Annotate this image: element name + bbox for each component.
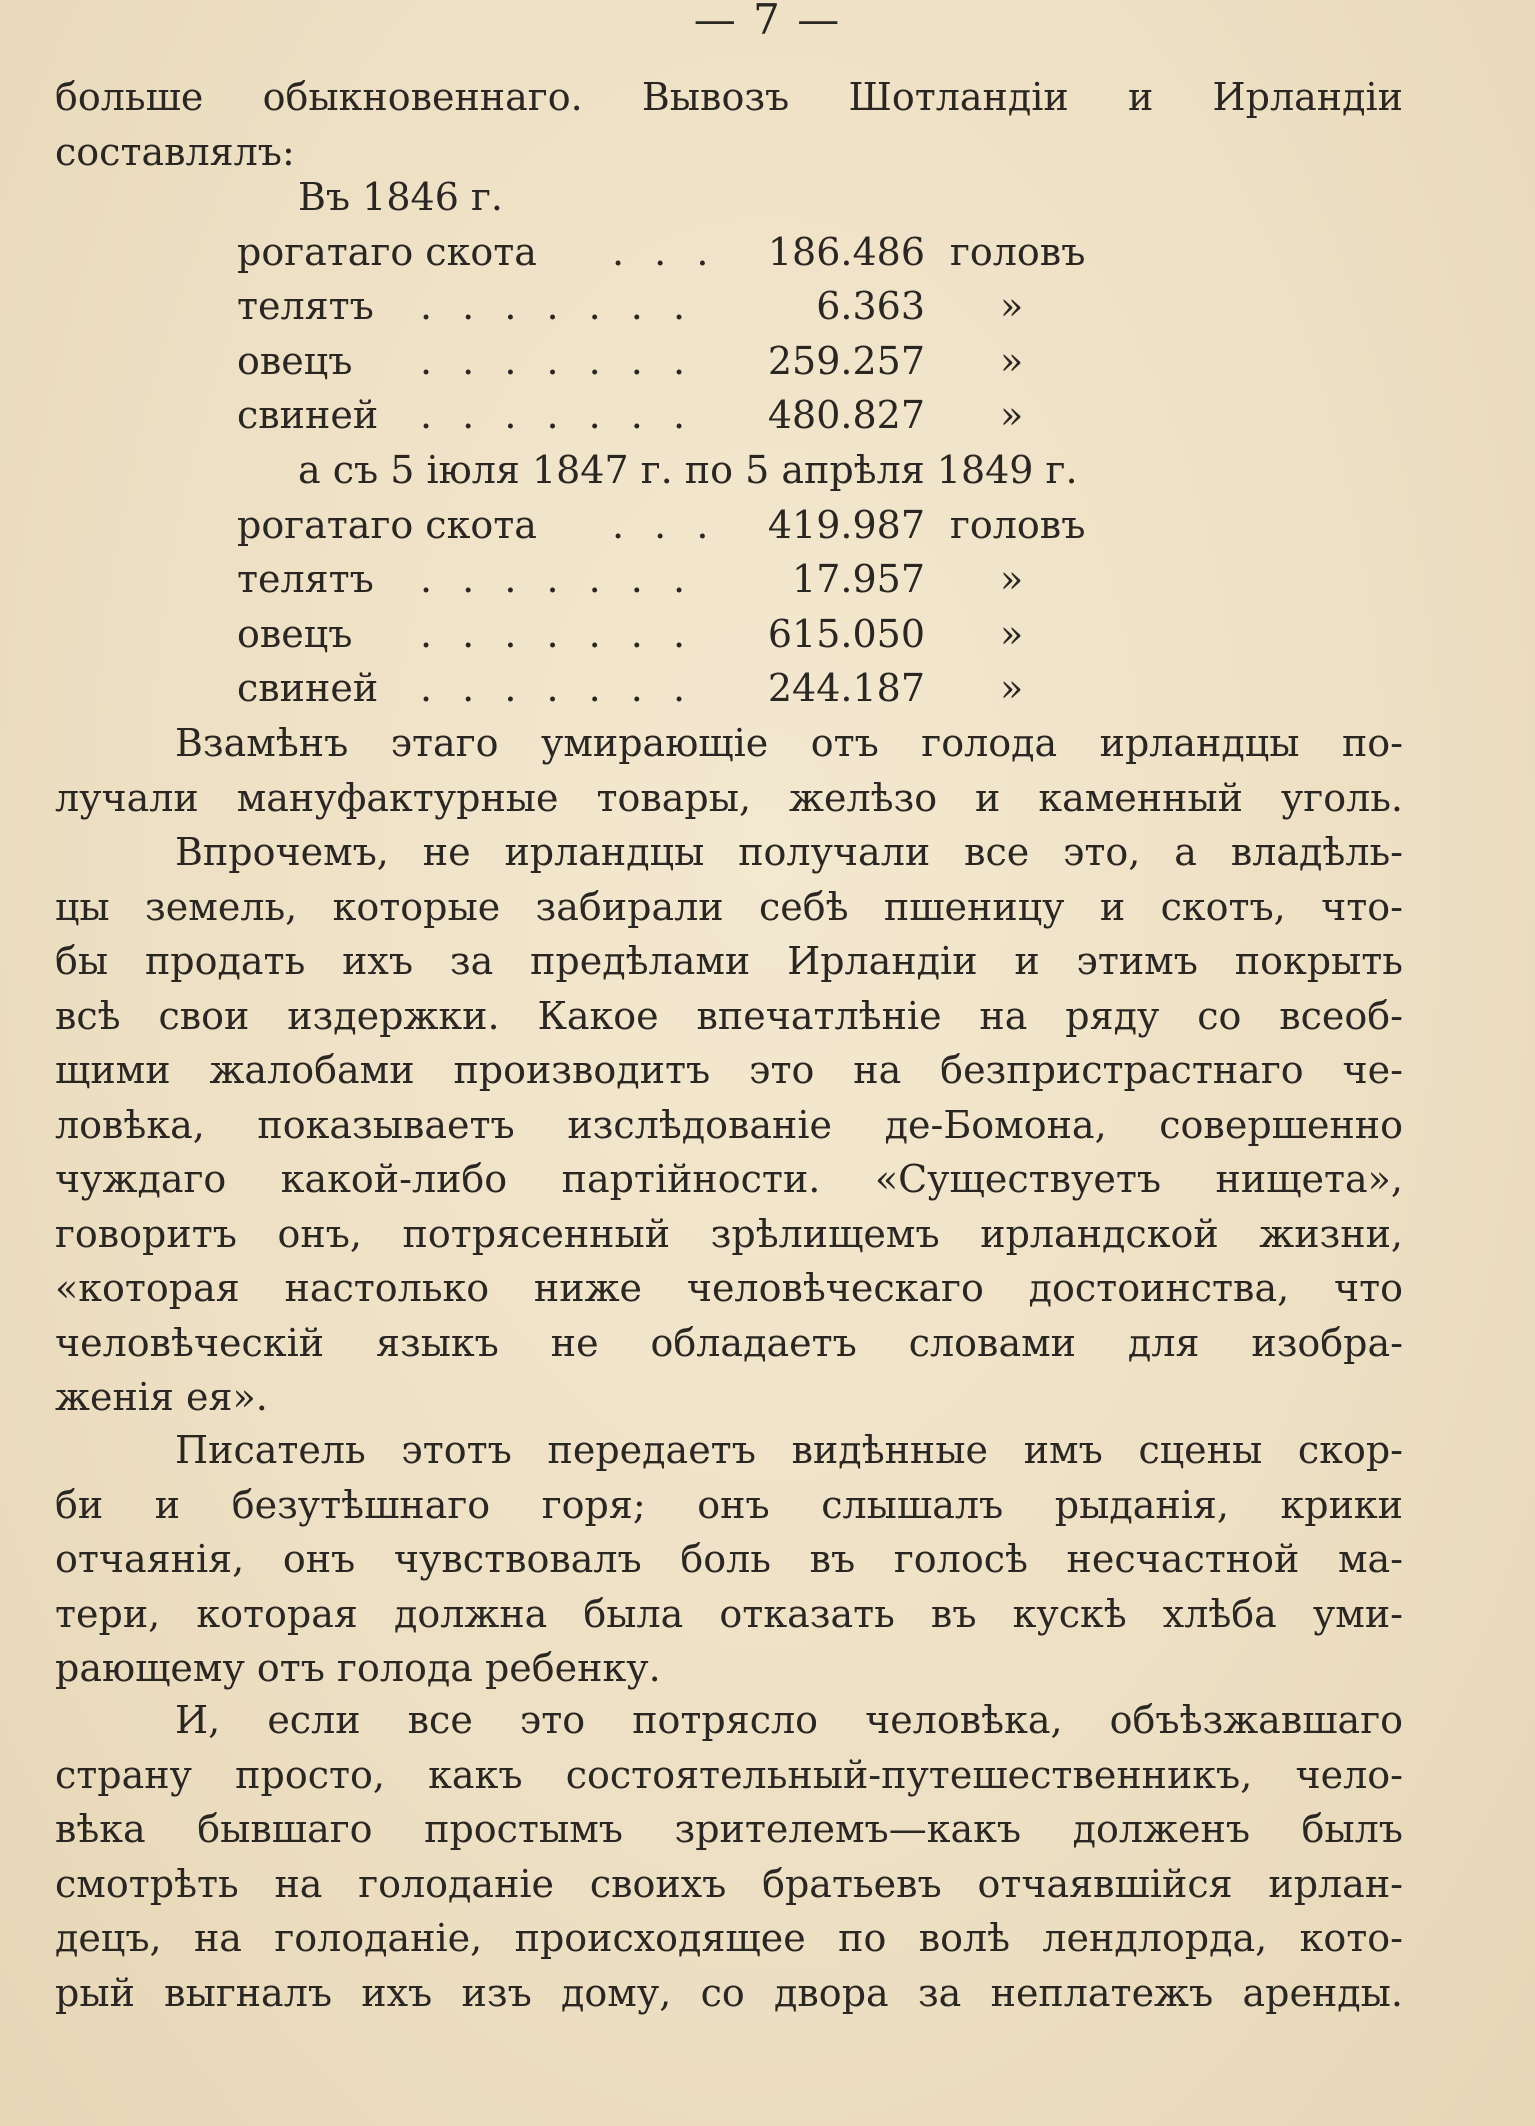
table-item: телятъ	[237, 284, 374, 328]
table-dots: . . . . . . .	[420, 557, 695, 601]
text-line: Впрочемъ, не ирландцы получали все это, а владѣль-	[175, 830, 1403, 874]
intro-text	[55, 70, 1403, 179]
table-heading: а съ 5 iюля 1847 г. по 5 апрѣля 1849 г.	[298, 448, 1078, 492]
table-value: 259.257	[767, 338, 925, 383]
text-line: И, если все это потрясло человѣка, объѣзжавшаго	[175, 1698, 1403, 1742]
export-table-1846	[0, 170, 1535, 443]
text-line: отчаянiя, онъ чувствовалъ боль въ голосѣ несчастной ма-	[55, 1537, 1403, 1581]
text-line: говоритъ онъ, потрясенный зрѣлищемъ ирландской жизни,	[55, 1211, 1403, 1256]
table-item: овецъ	[237, 611, 353, 656]
text-line: страну просто, какъ состоятельный-путешественникъ, чело-	[55, 1752, 1403, 1797]
table-item: рогатаго скота	[237, 229, 537, 274]
table-value: 419.987	[767, 502, 925, 547]
paragraph	[55, 716, 1403, 825]
text-line: человѣческiй языкъ не обладаетъ словами для изобра-	[55, 1320, 1403, 1365]
text-line: щими жалобами производитъ это на безпристрастнаго че-	[55, 1048, 1403, 1092]
table-heading-row	[0, 170, 1535, 225]
text-line: бы продать ихъ за предѣлами Ирландiи и этимъ покрыть	[55, 939, 1403, 983]
table-dots: . . . . . . .	[420, 338, 695, 383]
table-unit: »	[1000, 393, 1024, 437]
table-item: рогатаго скота	[237, 502, 537, 547]
table-dots: . . . . . . .	[420, 611, 695, 656]
table-unit: головъ	[950, 502, 1086, 547]
text-line: децъ, на голоданiе, происходящее по волѣ лендлорда, кото-	[55, 1916, 1403, 1960]
text-line: цы земель, которые забирали себѣ пшеницу и скотъ, что-	[55, 884, 1403, 929]
table-row	[0, 388, 1535, 443]
table-item: телятъ	[237, 557, 374, 601]
text-line: рающему отъ голода ребенку.	[55, 1646, 661, 1690]
text-line: «которая настолько ниже человѣческаго достоинства, что	[55, 1266, 1403, 1310]
table-value: 244.187	[767, 666, 925, 710]
text-line: тери, которая должна была отказать въ кускѣ хлѣба уми-	[55, 1591, 1403, 1636]
table-row	[0, 334, 1535, 389]
table-unit: »	[1000, 338, 1024, 383]
table-row	[0, 607, 1535, 662]
table-row	[0, 279, 1535, 334]
text-line: рый выгналъ ихъ изъ дому, со двора за неплатежъ аренды.	[55, 1970, 1403, 2015]
text-line: больше обыкновеннаго. Вывозъ Шотландiи и Ирландiи	[55, 75, 1403, 119]
table-row	[0, 661, 1535, 716]
text-line: би и безутѣшнаго горя; онъ слышалъ рыданiя, крики	[55, 1482, 1403, 1527]
text-line: смотрѣть на голоданiе своихъ братьевъ отчаявшiйся ирлан-	[55, 1861, 1403, 1906]
table-unit: »	[1000, 666, 1024, 710]
table-item: свиней	[237, 666, 379, 710]
table-value: 6.363	[816, 284, 925, 328]
text-line: ловѣка, показываетъ изслѣдованiе де-Бомона, совершенно	[55, 1102, 1403, 1147]
table-value: 186.486	[767, 229, 925, 274]
table-dots: . . .	[612, 229, 718, 274]
paragraph	[55, 1423, 1403, 1696]
table-unit: »	[1000, 611, 1024, 656]
table-unit: »	[1000, 557, 1024, 601]
text-line: женiя ея».	[55, 1375, 268, 1419]
table-dots: . . . . . . .	[420, 393, 695, 437]
table-item: свиней	[237, 393, 379, 437]
page-number: — 7 —	[693, 0, 842, 44]
paragraph	[55, 1693, 1403, 2020]
table-row	[0, 498, 1535, 553]
table-heading: Въ 1846 г.	[298, 175, 503, 219]
table-dots: . . .	[612, 502, 718, 547]
text-line: лучали мануфактурные товары, желѣзо и каменный уголь.	[55, 775, 1403, 820]
text-line: составлялъ:	[55, 129, 295, 174]
text-line: Писатель этотъ передаетъ видѣнные имъ сцены скор-	[175, 1428, 1403, 1472]
table-value: 17.957	[792, 557, 925, 601]
text-line: Взамѣнъ этаго умирающiе отъ голода ирландцы по-	[175, 721, 1403, 765]
table-row	[0, 552, 1535, 607]
text-line: чуждаго какой-либо партiйности. «Существуетъ нищета»,	[55, 1157, 1403, 1201]
table-unit: »	[1000, 284, 1024, 328]
table-dots: . . . . . . .	[420, 284, 695, 328]
table-value: 480.827	[767, 393, 925, 437]
export-table-1847-1849	[0, 443, 1535, 716]
paragraph	[55, 825, 1403, 1425]
table-value: 615.050	[767, 611, 925, 656]
table-item: овецъ	[237, 338, 353, 383]
text-line: всѣ свои издержки. Какое впечатлѣнiе на ряду со всеоб-	[55, 993, 1403, 1038]
table-heading-row	[0, 443, 1535, 498]
text-line: вѣка бывшаго простымъ зрителемъ—какъ долженъ былъ	[55, 1807, 1403, 1851]
table-row	[0, 225, 1535, 280]
table-dots: . . . . . . .	[420, 666, 695, 710]
table-unit: головъ	[950, 229, 1086, 274]
